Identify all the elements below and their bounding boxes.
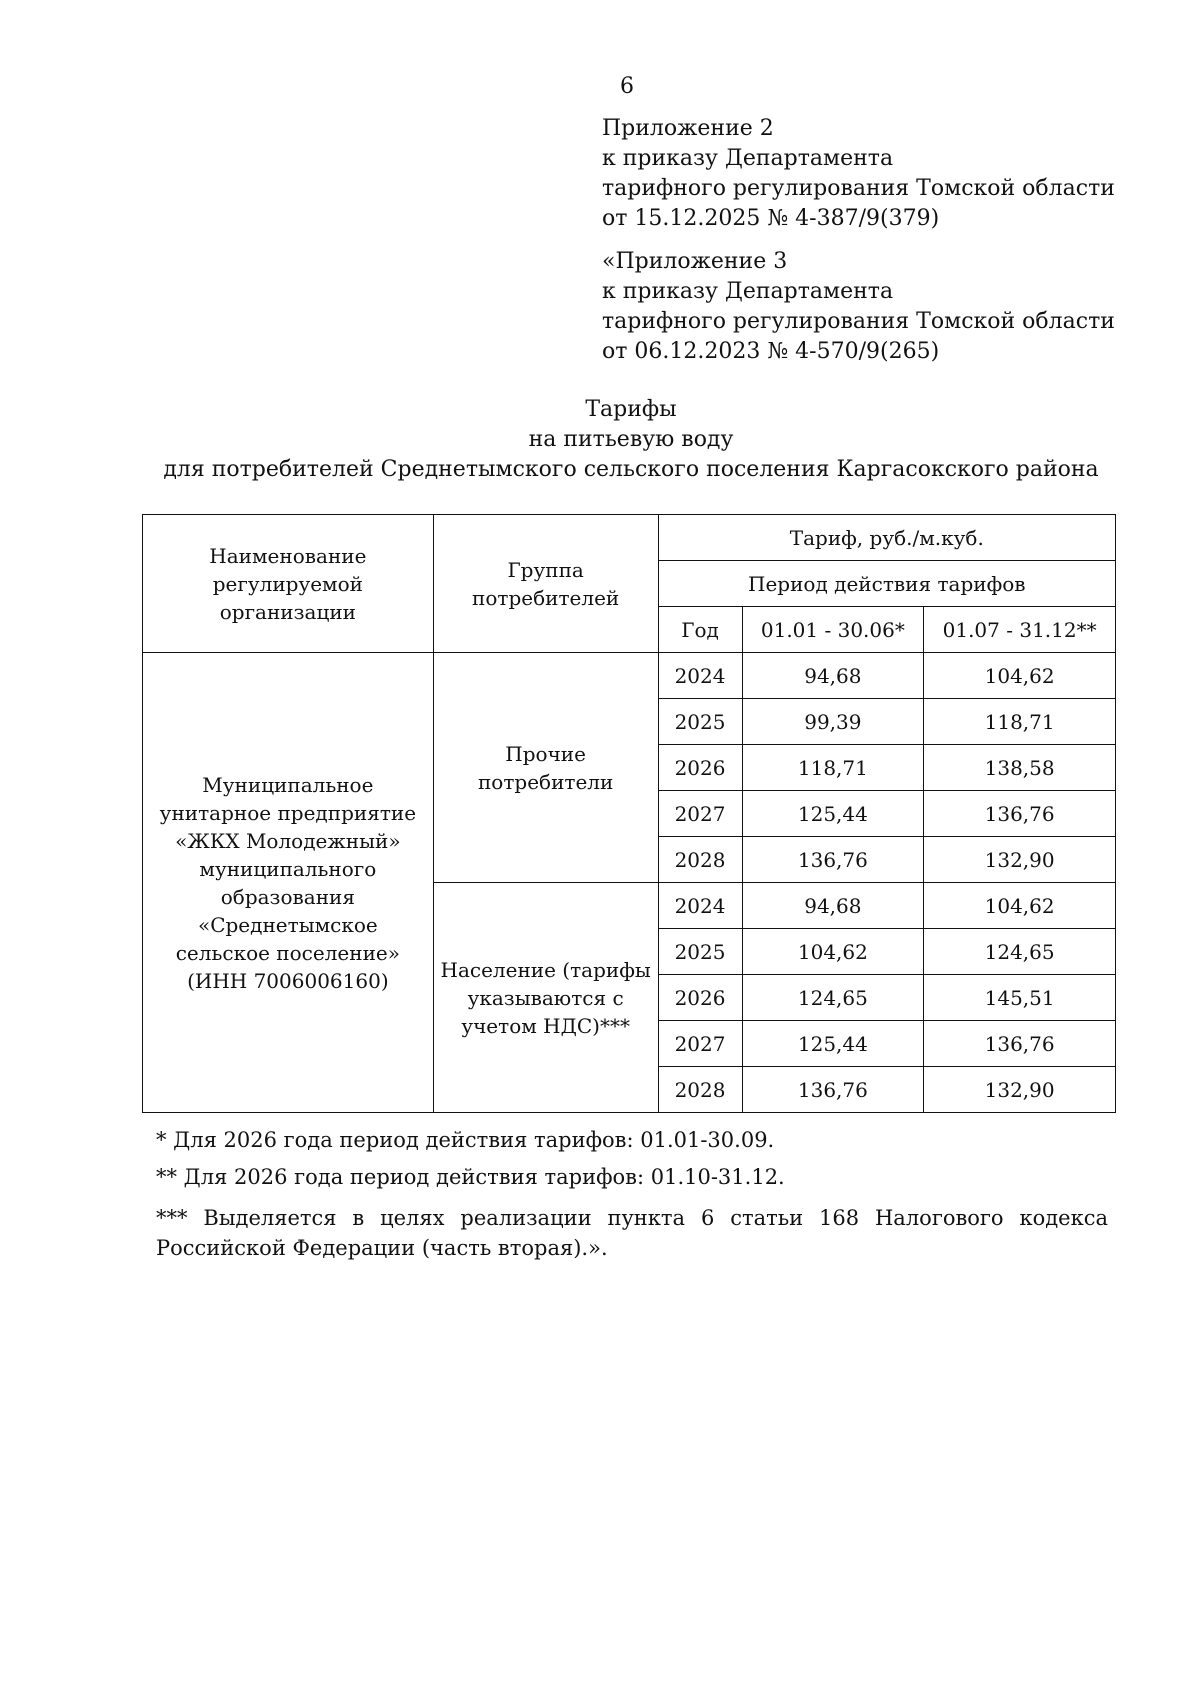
footnote-1: * Для 2026 года период действия тарифов: 01.01-30.09. bbox=[156, 1128, 775, 1152]
year-cell: 2027 bbox=[658, 1021, 742, 1067]
appendix-title: Приложение 2 bbox=[602, 116, 774, 141]
appendix-header-current bbox=[602, 114, 1115, 234]
table-header-row bbox=[143, 515, 1116, 561]
tariff-half2-cell: 138,58 bbox=[924, 745, 1116, 791]
tariff-half2-cell: 136,76 bbox=[924, 791, 1116, 837]
title-line-3: для потребителей Среднетымского сельского поселения Каргасокского района bbox=[163, 457, 1099, 482]
appendix-ref: к приказу Департамента bbox=[602, 146, 894, 171]
tariff-half2-cell: 132,90 bbox=[924, 1067, 1116, 1113]
title-line-1: Тарифы bbox=[585, 397, 677, 422]
tariff-half1-cell: 94,68 bbox=[742, 883, 924, 929]
tariff-half1-cell: 118,71 bbox=[742, 745, 924, 791]
tariff-half1-cell: 124,65 bbox=[742, 975, 924, 1021]
tariff-half1-cell: 125,44 bbox=[742, 1021, 924, 1067]
year-cell: 2028 bbox=[658, 837, 742, 883]
title-line-2: на питьевую воду bbox=[528, 427, 734, 452]
tariff-half2-cell: 132,90 bbox=[924, 837, 1116, 883]
header-half1: 01.01 - 30.06* bbox=[742, 607, 924, 653]
year-cell: 2024 bbox=[658, 653, 742, 699]
header-period: Период действия тарифов bbox=[658, 561, 1115, 607]
year-cell: 2025 bbox=[658, 929, 742, 975]
appendix-title: «Приложение 3 bbox=[602, 249, 788, 274]
tariff-half2-cell: 145,51 bbox=[924, 975, 1116, 1021]
year-cell: 2028 bbox=[658, 1067, 742, 1113]
table-row bbox=[143, 653, 1116, 699]
tariff-half1-cell: 136,76 bbox=[742, 1067, 924, 1113]
year-cell: 2027 bbox=[658, 791, 742, 837]
tariff-half1-cell: 104,62 bbox=[742, 929, 924, 975]
tariff-half2-cell: 104,62 bbox=[924, 653, 1116, 699]
header-organization: Наименование регулируемой организации bbox=[143, 515, 434, 653]
footnote-3: *** Выделяется в целях реализации пункта 6 статьи 168 Налогового кодекса Российской Федерации (часть вторая).». bbox=[156, 1206, 1108, 1260]
document-title bbox=[0, 395, 1200, 485]
tariff-half1-cell: 125,44 bbox=[742, 791, 924, 837]
year-cell: 2026 bbox=[658, 745, 742, 791]
appendix-department: тарифного регулирования Томской области bbox=[602, 309, 1115, 334]
tariff-half2-cell: 136,76 bbox=[924, 1021, 1116, 1067]
header-half2: 01.07 - 31.12** bbox=[924, 607, 1116, 653]
organization-name: Муниципальное унитарное предприятие «ЖКХ Молодежный» муниципального образования «Среднетымское сельское поселение» (ИНН 7006006160) bbox=[143, 653, 434, 1113]
page-number: 6 bbox=[620, 74, 634, 99]
tariff-half2-cell: 104,62 bbox=[924, 883, 1116, 929]
footnote-2: ** Для 2026 года период действия тарифов: 01.10-31.12. bbox=[156, 1165, 785, 1189]
appendix-department: тарифного регулирования Томской области bbox=[602, 176, 1115, 201]
tariff-table bbox=[142, 514, 1116, 1113]
consumer-group: Прочие потребители bbox=[433, 653, 658, 883]
tariff-half2-cell: 124,65 bbox=[924, 929, 1116, 975]
appendix-order-number: от 06.12.2023 № 4-570/9(265) bbox=[602, 339, 940, 364]
tariff-half2-cell: 118,71 bbox=[924, 699, 1116, 745]
tariff-half1-cell: 99,39 bbox=[742, 699, 924, 745]
appendix-ref: к приказу Департамента bbox=[602, 279, 894, 304]
header-group: Группа потребителей bbox=[433, 515, 658, 653]
tariff-half1-cell: 94,68 bbox=[742, 653, 924, 699]
tariff-half1-cell: 136,76 bbox=[742, 837, 924, 883]
header-tariff: Тариф, руб./м.куб. bbox=[658, 515, 1115, 561]
appendix-order-number: от 15.12.2025 № 4-387/9(379) bbox=[602, 206, 940, 231]
header-year: Год bbox=[658, 607, 742, 653]
year-cell: 2025 bbox=[658, 699, 742, 745]
consumer-group: Население (тарифы указываются с учетом НДС)*** bbox=[433, 883, 658, 1113]
year-cell: 2026 bbox=[658, 975, 742, 1021]
appendix-header-previous bbox=[602, 247, 1115, 367]
year-cell: 2024 bbox=[658, 883, 742, 929]
